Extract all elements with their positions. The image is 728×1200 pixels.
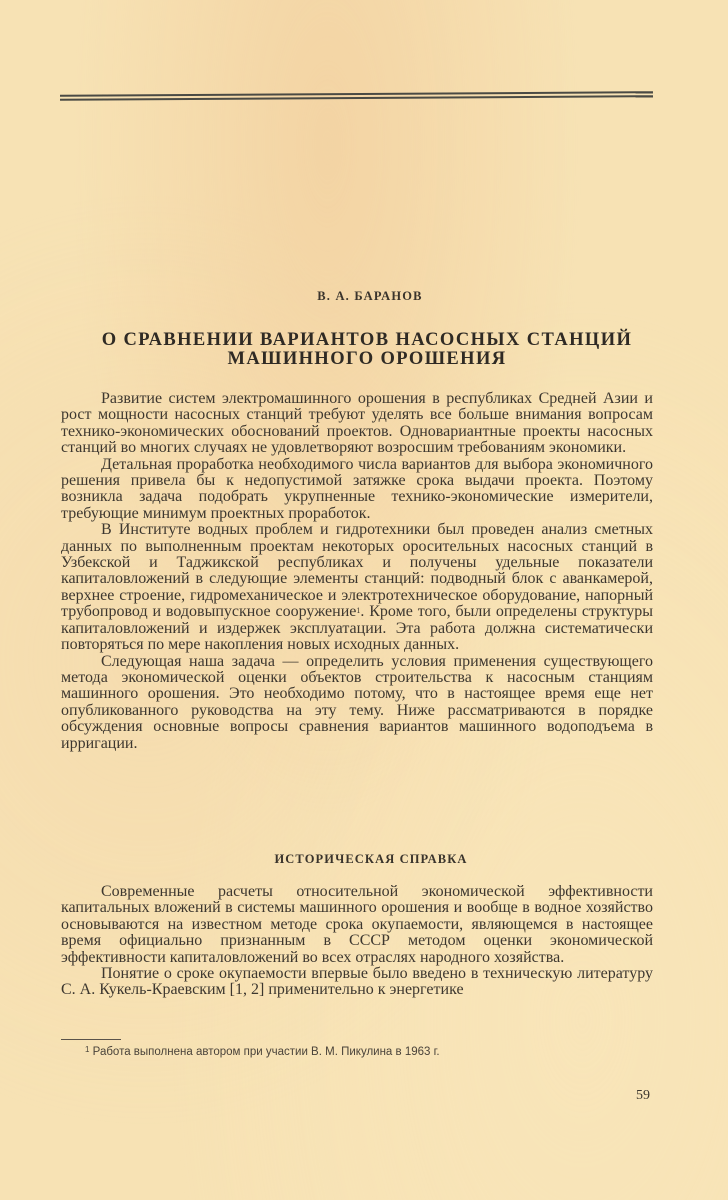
article-title [0, 331, 728, 369]
page-number: 59 [636, 1088, 650, 1103]
paragraph-1: Развитие систем электромашинного орошения в республиках Средней Азии и рост мощности насосных станций требуют уделять все больше внимания вопросам технико-экономических обоснований проектов. Одновариантные проекты насосных станций во многих случаях не удовлетворяют возросшим требованиям экономики. [61, 390, 653, 457]
section-heading-historical: ИСТОРИЧЕСКАЯ СПРАВКА [274, 852, 468, 866]
paragraph-5: Современные расчеты относительной экономической эффективности капитальных вложений в системы машинного орошения и вообще в водное хозяйство основываются на известном методе срока окупаемости, являющемся в настоящее время официально признанным в СССР методом оценки экономической эффективности капиталовложений во всех отраслях народного хозяйства. [61, 883, 653, 966]
paragraph-4: Следующая наша задача — определить условия применения существующего метода экономической оценки объектов строительства к насосным станциям машинного орошения. Это необходимо потому, что в настоящее время еще нет опубликованного руководства на эту тему. Ниже рассматриваются в порядке обсуждения основные вопросы сравнения вариантов машинного водоподъема в ирригации. [61, 652, 653, 752]
historical-section [61, 884, 653, 999]
author-name: В. А. БАРАНОВ [317, 289, 423, 303]
paragraph-3 [61, 522, 653, 653]
footnote-divider [61, 1039, 121, 1040]
header-double-rule [60, 91, 653, 101]
footnote-reference[interactable]: 1 [356, 606, 361, 616]
footnote-mark: 1 [85, 1045, 90, 1054]
title-line-1: О СРАВНЕНИИ ВАРИАНТОВ НАСОСНЫХ СТАНЦИЙ [101, 330, 633, 350]
intro-section [61, 391, 653, 752]
title-line-2: МАШИННОГО ОРОШЕНИЯ [227, 349, 507, 369]
paragraph-2: Детальная проработка необходимого числа вариантов для выбора экономичного решения привела бы к недопустимой затяжке срока выдачи проекта. Поэтому возникла задача подобрать укрупненные технико-экономические измерители, требующие минимум проектных проработок. [61, 455, 653, 522]
paragraph-3-text-a: В Институте водных проблем и гидротехники был проведен анализ сметных данных по выполненным проектам некоторых оросительных насосных станций в Узбекской и Таджикской республиках и получены удельные показатели капиталовложений в следующие элементы станций: подводный блок с аванкамерой, верхнее строение, гидромеханическое и электротехническое оборудование, напорный трубопровод и водовыпускное сооружение [61, 521, 653, 621]
footnote-text: Работа выполнена автором при участии В. М. Пикулина в 1963 г. [92, 1046, 440, 1058]
paragraph-6: Понятие о сроке окупаемости впервые было введено в техническую литературу С. А. Кукель-Краевским [1, 2] применительно к энергетике [61, 965, 653, 999]
paragraph-3-text-b: . Кроме того, были определены структуры капиталовложений и издержек эксплуатации. Эта работа должна систематически повторяться по мере накопления новых исходных данных. [61, 603, 654, 654]
footnote [85, 1046, 440, 1058]
